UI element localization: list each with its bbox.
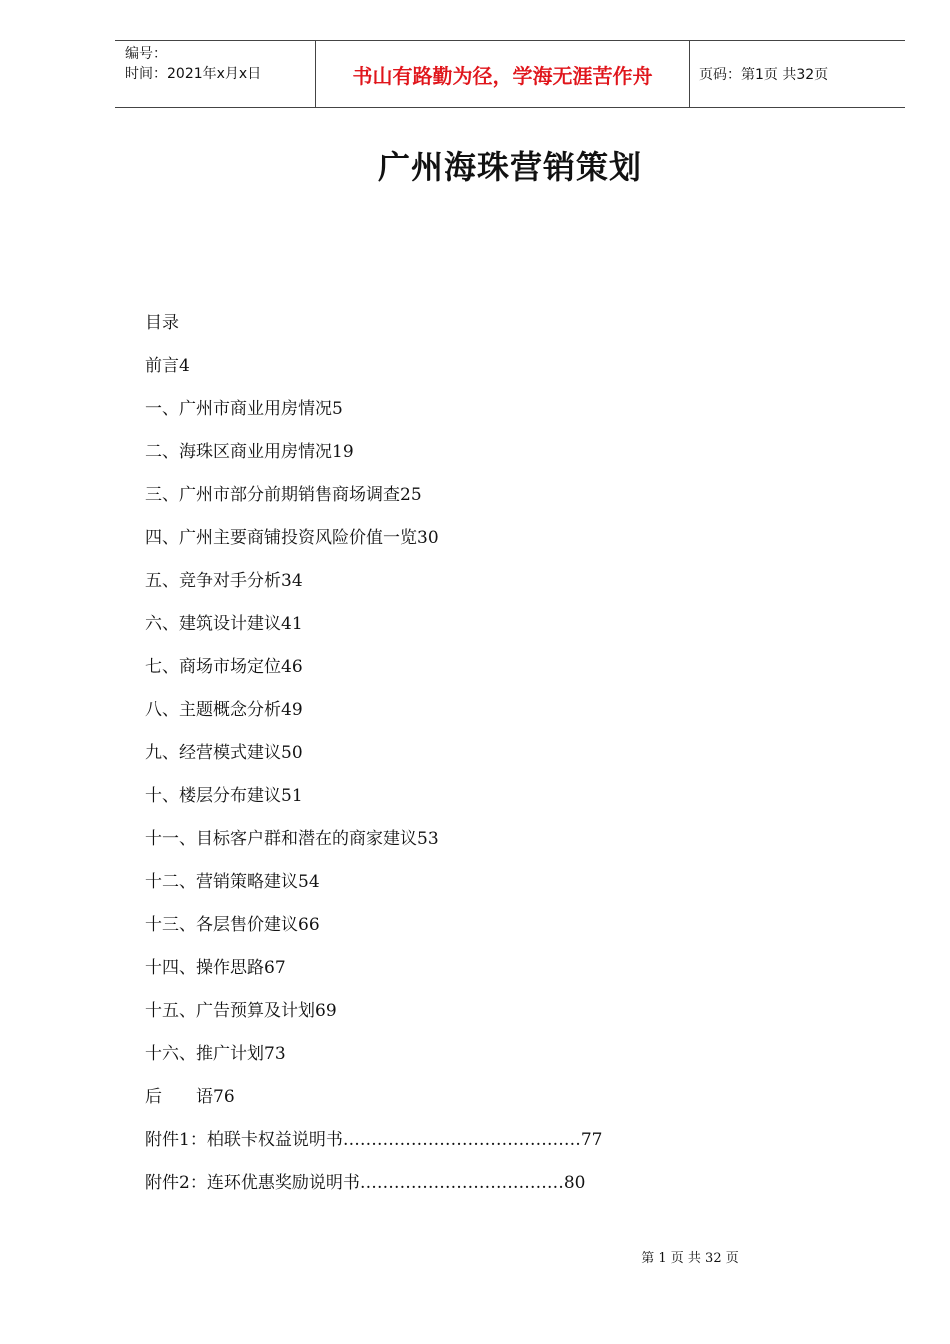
toc-item: 十六、推广计划73 — [145, 1044, 286, 1064]
toc-item: 七、商场市场定位46 — [145, 657, 303, 677]
doc-time-label: 时间：2021年x月x日 — [125, 66, 262, 82]
toc-item: 附件1：柏联卡权益说明书……………………………………77 — [145, 1130, 603, 1150]
toc-item: 三、广州市部分前期销售商场调查25 — [145, 485, 422, 505]
toc-item: 后 语76 — [145, 1087, 235, 1107]
toc-item: 十一、目标客户群和潜在的商家建议53 — [145, 829, 439, 849]
toc-item: 五、竞争对手分析34 — [145, 571, 303, 591]
toc-item: 八、主题概念分析49 — [145, 700, 303, 720]
toc-item: 十五、广告预算及计划69 — [145, 1001, 337, 1021]
toc-item: 十四、操作思路67 — [145, 958, 286, 978]
toc-item: 十、楼层分布建议51 — [145, 786, 303, 806]
toc-heading: 目录 — [145, 313, 179, 333]
header-meta — [115, 41, 316, 107]
toc-item: 一、广州市商业用房情况5 — [145, 399, 343, 419]
header-page-label: 页码：第1页 共32页 — [699, 67, 829, 83]
toc-item: 十二、营销策略建议54 — [145, 872, 320, 892]
table-of-contents — [145, 310, 765, 1213]
header-motto: 书山有路勤为径，学海无涯苦作舟 — [316, 41, 690, 107]
toc-item: 十三、各层售价建议66 — [145, 915, 320, 935]
toc-item: 九、经营模式建议50 — [145, 743, 303, 763]
doc-number-label: 编号： — [125, 46, 167, 62]
toc-item: 二、海珠区商业用房情况19 — [145, 442, 354, 462]
page-footer: 第 1 页 共 32 页 — [641, 1251, 739, 1266]
toc-item: 四、广州主要商铺投资风险价值一览30 — [145, 528, 439, 548]
toc-item: 附件2：连环优惠奖励说明书………………………………80 — [145, 1173, 586, 1193]
toc-item: 前言4 — [145, 356, 190, 376]
document-title: 广州海珠营销策划 — [377, 148, 642, 186]
toc-item: 六、建筑设计建议41 — [145, 614, 303, 634]
page-header — [115, 40, 905, 108]
